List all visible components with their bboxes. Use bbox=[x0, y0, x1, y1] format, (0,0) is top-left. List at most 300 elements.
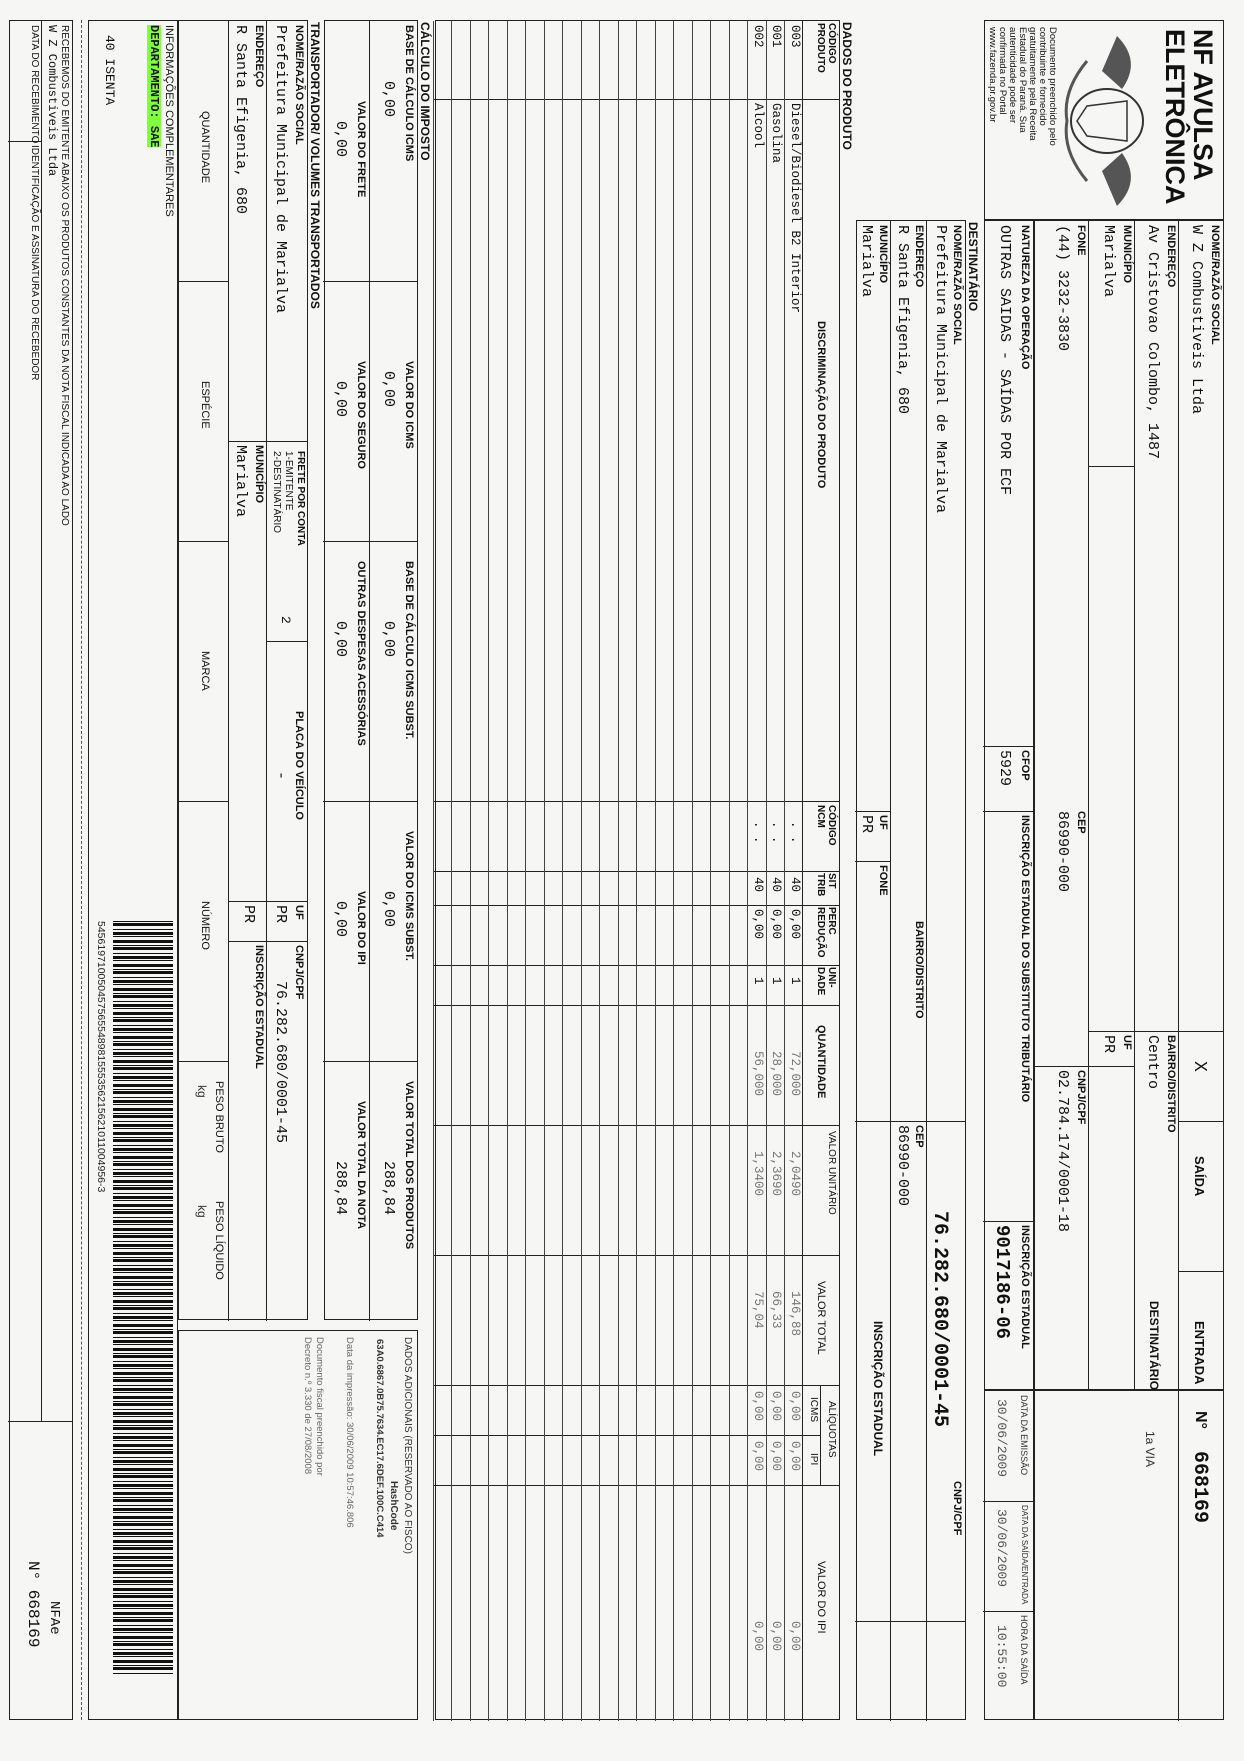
portal-note-line: gratuitamente pela Receita bbox=[1027, 27, 1038, 141]
outras-label: OUTRAS DESPESAS ACESSÓRIAS bbox=[355, 561, 367, 746]
barcode-bar bbox=[113, 1220, 173, 1223]
barcode-bar bbox=[113, 1571, 173, 1574]
barcode-bar bbox=[113, 1001, 173, 1002]
barcode-bar bbox=[113, 1649, 173, 1650]
hora-value: 10:55:00 bbox=[994, 1625, 1009, 1688]
barcode-bar bbox=[113, 1235, 173, 1238]
barcode-bar bbox=[113, 1512, 173, 1513]
barcode-bar bbox=[113, 1004, 173, 1007]
cell-ipi: 0,00 bbox=[788, 1441, 802, 1472]
transp-municipio: Marialva bbox=[232, 445, 249, 518]
portal-note-line: autenticidade pode ser bbox=[1007, 27, 1018, 124]
tipo-saida: SAÍDA bbox=[1192, 1156, 1207, 1197]
barcode-bar bbox=[113, 1067, 173, 1070]
canhoto-box bbox=[9, 20, 73, 1720]
barcode-bar bbox=[113, 1588, 173, 1591]
transp-ie-label: INSCRIÇÃO ESTADUAL bbox=[253, 945, 265, 1069]
barcode-bar bbox=[113, 1660, 173, 1663]
barcode-bar bbox=[113, 1259, 173, 1262]
transp-uf-2: PR bbox=[240, 905, 257, 924]
placa-value: - bbox=[272, 771, 289, 781]
barcode-bar bbox=[113, 1451, 173, 1454]
barcode-bar bbox=[113, 1643, 173, 1646]
dest-cnpj: 76.282.680/0001-45 bbox=[928, 1211, 951, 1428]
placa-label: PLACA DO VEÍCULO bbox=[293, 711, 305, 820]
info-label: INFORMAÇÕES COMPLEMENTARES bbox=[163, 25, 175, 217]
transp-uf-label: UF bbox=[293, 905, 305, 920]
saida-label: DATA DA SAÍDA/ENTRADA bbox=[1020, 1505, 1029, 1605]
transp-endereco-label: ENDEREÇO bbox=[253, 25, 265, 88]
barcode-bar bbox=[113, 1560, 173, 1561]
table-row bbox=[655, 21, 674, 1721]
col-ncm: CÓDIGO NCM bbox=[815, 805, 837, 846]
barcode-bar bbox=[113, 1379, 173, 1382]
barcode-bar bbox=[113, 1307, 173, 1310]
canhoto-recebemos: RECEBEMOS DO EMITENTE ABAIXO OS PRODUTOS CONSTANTES DA NOTA FISCAL INDICADA AO LADO bbox=[59, 25, 70, 526]
dest-endereco: R Santa Efigenia, 680 bbox=[894, 225, 911, 415]
col-valor-ipi: VALOR DO IPI bbox=[815, 1561, 827, 1634]
barcode-bar bbox=[113, 1368, 173, 1369]
transp-cnpj: 76.282.680/0001-45 bbox=[272, 981, 289, 1144]
cell-codigo: 003 bbox=[788, 25, 802, 48]
barcode-bar bbox=[113, 1124, 173, 1127]
natureza-row bbox=[984, 220, 1034, 1390]
frete-opt-1: 1-EMITENTE bbox=[283, 451, 294, 511]
barcode-bar bbox=[113, 1481, 173, 1482]
natureza-label: NATUREZA DA OPERAÇÃO bbox=[1019, 225, 1031, 370]
emitente-uf-label: UF bbox=[1121, 1035, 1133, 1050]
barcode-bar bbox=[113, 1508, 173, 1511]
dest-ie-label: INSCRIÇÃO ESTADUAL bbox=[871, 1321, 885, 1457]
barcode-bar bbox=[113, 1139, 173, 1142]
frete-value: 0,00 bbox=[332, 121, 349, 158]
barcode-bar bbox=[113, 1409, 173, 1410]
barcode-bar bbox=[113, 953, 173, 954]
barcode-bar bbox=[113, 1296, 173, 1297]
barcode-bar bbox=[113, 1547, 173, 1550]
barcode-bar bbox=[113, 1388, 173, 1391]
frete-label: VALOR DO FRETE bbox=[355, 101, 367, 198]
canhoto-numero: N° 668169 bbox=[24, 1561, 42, 1648]
total-produtos-label: VALOR TOTAL DOS PRODUTOS bbox=[403, 1081, 415, 1250]
barcode-bar bbox=[113, 1656, 173, 1657]
frete-conta-value: 2 bbox=[278, 616, 293, 624]
barcode-bar bbox=[113, 936, 173, 937]
barcode-bar bbox=[113, 1049, 173, 1050]
adicionais-block bbox=[178, 1330, 418, 1720]
table-row bbox=[526, 21, 545, 1721]
ie-value: 9017186-06 bbox=[991, 1225, 1013, 1340]
cell-sit: 40 bbox=[751, 877, 765, 893]
numero-value: 668169 bbox=[1188, 1451, 1211, 1524]
barcode-bar bbox=[113, 1113, 173, 1114]
barcode-bar bbox=[113, 1224, 173, 1225]
emissao-value: 30/06/2009 bbox=[994, 1399, 1009, 1478]
barcode-bar bbox=[113, 1460, 173, 1463]
barcode-bar bbox=[113, 1012, 173, 1015]
cfop-value: 5929 bbox=[996, 750, 1013, 787]
table-row bbox=[766, 21, 785, 1721]
barcode-bar bbox=[113, 1152, 173, 1153]
tipo-mark: X bbox=[1189, 1061, 1209, 1072]
decreto-line-1: Documento fiscal preenchido por bbox=[314, 1337, 325, 1476]
barcode-bar bbox=[113, 1416, 173, 1417]
dest-uf-label: UF bbox=[877, 815, 889, 830]
numero-via: 1a VIA bbox=[1143, 1431, 1157, 1468]
col-aliquotas: ALÍQUOTAS bbox=[826, 1401, 837, 1458]
barcode-bar bbox=[113, 1484, 173, 1487]
barcode-bar bbox=[113, 1604, 173, 1607]
barcode-bar bbox=[113, 1265, 173, 1266]
barcode-bar bbox=[113, 956, 173, 959]
destinatario-section: DESTINATÁRIO bbox=[966, 222, 980, 312]
cell-valor_ipi: 0,00 bbox=[769, 1621, 784, 1652]
barcode-bar bbox=[113, 1115, 173, 1118]
transporte-block bbox=[178, 20, 308, 1320]
cell-unidade: 1 bbox=[788, 977, 802, 985]
dest-fone-label: FONE bbox=[877, 865, 889, 896]
barcode-bar bbox=[113, 1652, 173, 1655]
barcode-bar bbox=[113, 1065, 173, 1066]
cell-unidade: 1 bbox=[769, 977, 784, 985]
emitente-fone-label: FONE bbox=[1075, 225, 1087, 256]
barcode-bar bbox=[113, 1100, 173, 1103]
peso-bruto-unit: kg bbox=[195, 1085, 209, 1098]
barcode-bar bbox=[113, 1025, 173, 1026]
emitente-cep-label: CEP bbox=[1075, 811, 1087, 834]
barcode-bar bbox=[113, 1132, 173, 1135]
title-line-2: ELETRÔNICA bbox=[1160, 29, 1190, 205]
barcode-bar bbox=[113, 1032, 173, 1033]
barcode-bar bbox=[113, 1577, 173, 1578]
cell-sit: 40 bbox=[788, 877, 802, 893]
cell-sit: 40 bbox=[769, 877, 784, 893]
barcode-bar bbox=[113, 1028, 173, 1031]
barcode-bar bbox=[113, 1553, 173, 1554]
barcode-bar bbox=[113, 1257, 173, 1258]
barcode-bar bbox=[113, 1628, 173, 1631]
emitente-bairro-label: BAIRRO/DISTRITO bbox=[1165, 1035, 1177, 1133]
barcode-bar bbox=[113, 1636, 173, 1639]
dest-municipio: Marialva bbox=[858, 225, 875, 298]
barcode-bar bbox=[113, 1403, 173, 1406]
barcode-bar bbox=[113, 1196, 173, 1199]
quantidade-label: QUANTIDADE bbox=[199, 111, 211, 184]
info-isenta: 40 ISENTA bbox=[102, 35, 117, 106]
invoice-title bbox=[1161, 29, 1217, 205]
barcode-bar bbox=[113, 921, 173, 922]
barcode-bar bbox=[113, 1529, 173, 1530]
base-icms: 0,00 bbox=[380, 81, 397, 118]
total-nota: 288,84 bbox=[332, 1161, 349, 1216]
barcode-bar bbox=[113, 1625, 173, 1626]
cell-unitario: 2,0490 bbox=[788, 1151, 802, 1197]
barcode-bar bbox=[113, 1320, 173, 1321]
ie-subst-label: INSCRIÇÃO ESTADUAL DO SUBSTITUTO TRIBUTÁRIO bbox=[1019, 815, 1031, 1103]
barcode-bar bbox=[113, 1233, 173, 1234]
barcode-bar bbox=[113, 1289, 173, 1290]
transp-cnpj-label: CNPJ/CPF bbox=[293, 945, 305, 1000]
barcode-bar bbox=[113, 1187, 173, 1190]
barcode-bar bbox=[113, 1536, 173, 1537]
cell-codigo: 002 bbox=[751, 25, 765, 48]
barcode-bar bbox=[113, 1348, 173, 1351]
barcode-bar bbox=[113, 1412, 173, 1415]
barcode-bar bbox=[113, 1056, 173, 1057]
barcode-bar bbox=[113, 1281, 173, 1282]
base-subst-label: BASE DE CÁLCULO ICMS SUBST. bbox=[403, 561, 415, 740]
transp-endereco: R Santa Efigenia, 680 bbox=[232, 25, 249, 215]
hash-value: 63A0.6867.0B75.7634.EC17.6DEF.100C.C414 bbox=[374, 1339, 385, 1538]
cell-ipi: 0,00 bbox=[751, 1441, 765, 1472]
portal-note-line: www.fazenda.pr.gov.br bbox=[987, 27, 998, 123]
info-departamento: DEPARTAMENTO: SAE bbox=[147, 25, 161, 148]
produtos-section: DADOS DO PRODUTO bbox=[840, 22, 854, 150]
emitente-uf: PR bbox=[1100, 1035, 1117, 1054]
barcode-bar bbox=[113, 1163, 173, 1166]
barcode-bar bbox=[113, 1091, 173, 1094]
produtos-table bbox=[435, 20, 840, 1720]
barcode-bar bbox=[113, 1392, 173, 1393]
marca-label: MARCA bbox=[199, 651, 211, 691]
icms-subst-label: VALOR DO ICMS SUBST. bbox=[403, 831, 415, 961]
barcode-bar bbox=[113, 1540, 173, 1543]
barcode-bar bbox=[113, 1276, 173, 1279]
emitente-endereco-label: ENDEREÇO bbox=[1165, 225, 1177, 288]
cell-unidade: 1 bbox=[751, 977, 765, 985]
transp-nome-label: NOME/RAZÃO SOCIAL bbox=[293, 25, 305, 145]
barcode-bar bbox=[113, 1043, 173, 1046]
emitente-nome-label: NOME/RAZÃO SOCIAL bbox=[1209, 225, 1221, 345]
barcode-bar bbox=[113, 1427, 173, 1430]
emitente-cnpj: 02.784.174/0001-18 bbox=[1054, 1070, 1071, 1233]
barcode-bar bbox=[113, 1595, 173, 1598]
frete-conta-label: FRETE POR CONTA bbox=[295, 451, 306, 546]
total-nota-label: VALOR TOTAL DA NOTA bbox=[355, 1101, 367, 1230]
destinatario-block bbox=[856, 220, 966, 1720]
ie-label: INSCRIÇÃO ESTADUAL bbox=[1019, 1225, 1031, 1349]
barcode-bar bbox=[113, 1464, 173, 1465]
barcode-bar bbox=[113, 1097, 173, 1098]
dest-cnpj-label: CNPJ/CPF bbox=[951, 1481, 963, 1536]
emitente-bairro: Centro bbox=[1144, 1035, 1161, 1090]
barcode-bar bbox=[113, 1073, 173, 1074]
barcode-bar bbox=[113, 929, 173, 930]
cell-ncm: . . bbox=[769, 821, 784, 844]
cell-icms: 0,00 bbox=[769, 1391, 784, 1422]
barcode-bar bbox=[113, 1169, 173, 1170]
barcode-bar bbox=[113, 1632, 173, 1633]
cell-ncm: . . bbox=[788, 821, 802, 844]
barcode-bar bbox=[113, 1244, 173, 1247]
barcode-bar bbox=[113, 1217, 173, 1218]
barcode-bar bbox=[113, 1211, 173, 1214]
seguro-value: 0,00 bbox=[332, 381, 349, 418]
table-row bbox=[507, 21, 526, 1721]
hash-label: HashCode bbox=[388, 1481, 399, 1531]
barcode-bar bbox=[113, 1505, 173, 1506]
barcode-bar bbox=[113, 1137, 173, 1138]
cell-unitario: 1,3400 bbox=[751, 1151, 765, 1197]
table-row bbox=[729, 21, 748, 1721]
barcode-bar bbox=[113, 1209, 173, 1210]
cell-perc: 0,00 bbox=[769, 909, 784, 940]
cell-icms: 0,00 bbox=[751, 1391, 765, 1422]
barcode-bar bbox=[113, 1665, 173, 1666]
barcode-bar bbox=[113, 1337, 173, 1338]
natureza-value: OUTRAS SAIDAS - SAÍDAS POR ECF bbox=[996, 225, 1013, 496]
emitente-nome: W Z Combustiveis Ltda bbox=[1188, 225, 1205, 415]
barcode-bar bbox=[113, 1283, 173, 1286]
transporte-section: TRANSPORTADOR/ VOLUMES TRANSPORTADOS bbox=[308, 22, 322, 309]
barcode-bar bbox=[113, 1172, 173, 1175]
barcode-bar bbox=[113, 1080, 173, 1081]
seguro-label: VALOR DO SEGURO bbox=[355, 361, 367, 469]
barcode-bar bbox=[113, 1473, 173, 1474]
table-row bbox=[544, 21, 563, 1721]
saida-value: 30/06/2009 bbox=[994, 1509, 1009, 1588]
barcode-bar bbox=[113, 1488, 173, 1489]
barcode-bar bbox=[113, 1324, 173, 1327]
barcode-bar bbox=[113, 1019, 173, 1022]
barcode-bar bbox=[113, 1617, 173, 1618]
table-row bbox=[563, 21, 582, 1721]
transp-municipio-label: MUNICÍPIO bbox=[253, 445, 265, 504]
tipo-destinatario: DESTINATÁRIO bbox=[1147, 1301, 1161, 1391]
barcode-bar bbox=[113, 1121, 173, 1122]
cell-icms: 0,00 bbox=[788, 1391, 802, 1422]
cell-total: 146,88 bbox=[788, 1291, 802, 1337]
barcode-bar bbox=[113, 1516, 173, 1519]
barcode-bar bbox=[113, 1248, 173, 1249]
dest-municipio-label: MUNICÍPIO bbox=[877, 225, 889, 284]
emitente-municipio: Marialva bbox=[1100, 225, 1117, 298]
table-row bbox=[581, 21, 600, 1721]
title-line-1: NF AVULSA bbox=[1188, 29, 1218, 181]
header-brand bbox=[984, 20, 1224, 220]
barcode-bar bbox=[113, 1076, 173, 1079]
portal-note-line: Documento preenchido pelo bbox=[1047, 27, 1058, 146]
base-icms-label: BASE DE CÁLCULO ICMS bbox=[403, 25, 415, 162]
barcode-bar bbox=[113, 995, 173, 998]
barcode-bar bbox=[113, 980, 173, 983]
barcode-bar bbox=[113, 1385, 173, 1386]
peso-liquido-unit: kg bbox=[195, 1205, 209, 1218]
barcode-bar bbox=[113, 1523, 173, 1526]
cell-total: 66,33 bbox=[769, 1291, 784, 1329]
col-sit: SIT TRIB bbox=[815, 873, 837, 897]
col-icms: ICMS bbox=[808, 1397, 819, 1422]
canhoto-data-label: DATA DO RECEBIMENTO bbox=[29, 25, 40, 144]
valor-icms-label: VALOR DO ICMS bbox=[403, 361, 415, 449]
cell-perc: 0,00 bbox=[751, 909, 765, 940]
barcode-bar bbox=[113, 1108, 173, 1111]
col-unitario: VALOR UNITÁRIO bbox=[826, 1131, 837, 1215]
barcode-bar bbox=[113, 1569, 173, 1570]
outras-value: 0,00 bbox=[332, 621, 349, 658]
emissao-label: DATA DA EMISSÃO bbox=[1019, 1395, 1029, 1476]
barcode-bar bbox=[113, 1204, 173, 1207]
cell-perc: 0,00 bbox=[788, 909, 802, 940]
portal-note-line: contribuinte e fornecido bbox=[1037, 27, 1048, 126]
data-impressao: Data da impressão: 30/06/2009 10:57:46.806 bbox=[344, 1337, 355, 1528]
barcode bbox=[113, 921, 173, 1681]
barcode-bar bbox=[113, 984, 173, 985]
barcode-bar bbox=[113, 1497, 173, 1498]
dest-nome-label: NOME/RAZÃO SOCIAL bbox=[951, 225, 963, 345]
cell-codigo: 001 bbox=[769, 25, 784, 48]
barcode-bar bbox=[113, 923, 173, 926]
dest-bairro-label: BAIRRO/DISTRITO bbox=[913, 921, 925, 1019]
table-row bbox=[452, 21, 471, 1721]
barcode-bar bbox=[113, 1017, 173, 1018]
barcode-bar bbox=[113, 1344, 173, 1345]
barcode-bar bbox=[113, 1425, 173, 1426]
table-row bbox=[674, 21, 693, 1721]
barcode-bar bbox=[113, 1329, 173, 1330]
table-row bbox=[711, 21, 730, 1721]
decreto-line-2: Decreto n.º 3.330 de 27/08/2008 bbox=[302, 1337, 313, 1475]
barcode-bar bbox=[113, 988, 173, 991]
barcode-bar bbox=[113, 1161, 173, 1162]
barcode-bar bbox=[113, 1521, 173, 1522]
barcode-bar bbox=[113, 1361, 173, 1362]
cell-quantidade: 72,000 bbox=[788, 1051, 802, 1097]
barcode-bar bbox=[113, 1372, 173, 1375]
imposto-section: CÁLCULO DO IMPOSTO bbox=[418, 22, 432, 161]
numero-vol-label: NÚMERO bbox=[199, 901, 211, 950]
barcode-bar bbox=[113, 960, 173, 961]
canhoto bbox=[9, 20, 82, 1720]
dest-cep-label: CEP bbox=[913, 1125, 925, 1148]
barcode-bar bbox=[113, 1156, 173, 1159]
barcode-bar bbox=[113, 969, 173, 970]
table-row bbox=[637, 21, 656, 1721]
barcode-bar bbox=[113, 1584, 173, 1585]
ipi-label: VALOR DO IPI bbox=[355, 891, 367, 965]
barcode-bar bbox=[113, 940, 173, 943]
col-perc: PERC REDUÇÃO bbox=[815, 907, 837, 958]
barcode-bar bbox=[113, 1556, 173, 1559]
barcode-bar bbox=[113, 1667, 173, 1670]
cfop-label: CFOP bbox=[1019, 750, 1031, 781]
cell-descricao: Diesel/Biodiesel B2 Interior bbox=[788, 103, 802, 314]
barcode-bar bbox=[113, 1355, 173, 1358]
state-coat-of-arms-icon bbox=[1057, 31, 1157, 211]
emitente-cep: 86990-000 bbox=[1054, 811, 1071, 893]
datas-box bbox=[984, 1390, 1034, 1720]
barcode-bar bbox=[113, 1593, 173, 1594]
table-row bbox=[433, 21, 452, 1721]
col-ipi: IPI bbox=[808, 1453, 819, 1466]
barcode-bar bbox=[113, 1673, 173, 1674]
hora-label: HORA DA SAÍDA bbox=[1019, 1615, 1029, 1685]
barcode-bar bbox=[113, 971, 173, 974]
barcode-bar bbox=[113, 1272, 173, 1273]
emitente-block bbox=[1034, 220, 1224, 1390]
barcode-bar bbox=[113, 1180, 173, 1183]
barcode-bar bbox=[113, 1364, 173, 1367]
cell-valor_ipi: 0,00 bbox=[751, 1621, 765, 1652]
barcode-bar bbox=[113, 1185, 173, 1186]
barcode-bar bbox=[113, 1580, 173, 1583]
info-block bbox=[88, 20, 178, 1720]
cell-quantidade: 28,000 bbox=[769, 1051, 784, 1097]
barcode-bar bbox=[113, 1396, 173, 1399]
cell-descricao: Alcool bbox=[751, 103, 765, 149]
cell-quantidade: 56,000 bbox=[751, 1051, 765, 1097]
barcode-bar bbox=[113, 1641, 173, 1642]
